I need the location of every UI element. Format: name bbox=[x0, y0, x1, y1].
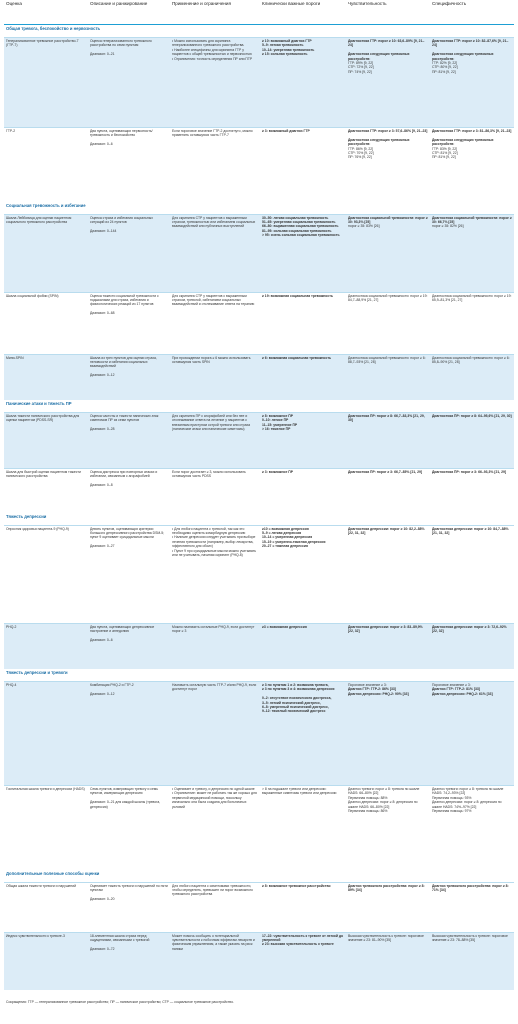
header-cell: Оценка bbox=[4, 0, 88, 25]
table-cell: Диагностика ПР: порог ≥ 3: 66–93,3% [21, 29] bbox=[430, 469, 514, 513]
table-cell: Диагностика ПР: порог ≥ 3: 66,7–85% [21, 29] bbox=[346, 469, 430, 513]
header-cell: Применение и ограничения bbox=[170, 0, 260, 25]
table-cell: Диагностика депрессии: порог ≥ 10: 82,2–88% [22, 31, 32] bbox=[346, 525, 430, 623]
table-cell: • Оценивает и тревогу, и депрессию по одной шкале • Ограничение: может не работать так же хорошо для первичной медицинской помощи, поскольку изначально она была создана для больничных условий bbox=[170, 786, 260, 870]
table-cell: Два пункта, оценивающих депрессивное настроение и ангедонию Диапазон: 0–6 bbox=[88, 623, 170, 669]
table-row bbox=[4, 413, 514, 469]
table-header bbox=[4, 0, 514, 25]
table-cell: Диагностика депрессии: порог ≥ 3: 72,6–92% [22, 32] bbox=[430, 623, 514, 669]
table-cell: ≥ 3: возможный диагноз ГТР bbox=[260, 128, 346, 202]
section-title: Панические атаки и тяжесть ПР bbox=[6, 401, 72, 406]
table-cell: Оценка частоты и тяжести панических атак симптомов ПР из семи пунктов Диапазон: 0–28 bbox=[88, 413, 170, 469]
table-row bbox=[4, 682, 514, 786]
table-cell: Оценка генерализованного тревожного расстройства по семи пунктам Диапазон: 0–21 bbox=[88, 38, 170, 128]
table-cell: Диагностика социальной тревожности: порог ≥ 19: 84,7–88,9% [21, 27] bbox=[346, 292, 430, 354]
section-title: Тяжесть депрессии bbox=[6, 513, 47, 519]
section-header bbox=[4, 870, 514, 883]
abbreviations-note: Сокращения: ГТР — генерализованное тревожное расстройство; ПР — паническое расстройство; СТР — социальное тревожное расстройство. bbox=[6, 1000, 234, 1004]
section-header bbox=[4, 513, 514, 526]
table-cell: Семь пунктов, измеряющих тревогу и семь пунктов, измеряющих депрессию Диапазон: 0–21 для каждой шкалы (тревога, депрессия) bbox=[88, 786, 170, 870]
table-cell: Диагноз тревожного расстройства: порог ≥ 8: 89% [34] bbox=[346, 882, 430, 932]
table-cell: Диагностика социальной тревожности: порог ≥ 30: 66,7% [25] порог ≥ 35: 82% [26] bbox=[430, 214, 514, 292]
table-cell: Диагноз тревожного расстройства: порог ≥ 8: 71% [34] bbox=[430, 882, 514, 932]
section-title: Дополнительные полезные способы оценки bbox=[6, 870, 100, 876]
section-header bbox=[4, 202, 514, 215]
table-cell: Диагностика социальной тревожности: порог ≥ 30: 93,3% [25] порог ≥ 35: 83% [26] bbox=[346, 214, 430, 292]
assessment-table bbox=[4, 0, 514, 990]
table-row bbox=[4, 786, 514, 870]
table-cell: Назначить остальную часть ГТР-7 и/или PHQ-9, если достигнут порог bbox=[170, 682, 260, 786]
section-title: Общая тревога, беспокойство и нервозность bbox=[6, 26, 101, 31]
table-cell: При прохождении порога ≥ 6 можно использовать оставшуюся часть SPIN bbox=[170, 354, 260, 400]
section-title: Социальная тревожность и избегание bbox=[6, 202, 86, 208]
table-cell: Диагноз тревоги: порог ≥ 8: тревога по шкале HADS: 74,2–93% [22] Первичная помощь: 93% Диагноз депрессии: порог ≥ 8: депрессия по шкале HADS: 74%–97% [22] Первичная помощь: 97% bbox=[430, 786, 514, 870]
table-cell: Оценка тяжести социальной тревожности с подшкалами для страха, избегания и физиологических реакций из 17 пунктов Диапазон: 0–68 bbox=[88, 292, 170, 354]
table-cell: > 8 на подшкале тревоги или депрессии: выраженные симптомы тревоги или депрессии bbox=[260, 786, 346, 870]
table-cell: Высокая чувствительность к тревоге: пороговое значение ≥ 23: 81–90% [35] bbox=[346, 932, 430, 990]
table-cell: • Для любого пациента с тревогой, так как это необходимо оценить коморбидную депрессию • Наличие депрессии следует учитывать при выборе лечения тревожности (например, выбор лекарства, эффективного для обоих) • Пункт 9 про суицидальные мысли можно учитывать или не учитывать, начиная скрининг (PHQ-8) bbox=[170, 525, 260, 623]
table-cell: Оценивает тяжесть тревоги и нарушений по пяти пунктам Диапазон: 0–20 bbox=[88, 882, 170, 932]
table-cell: ≥ 3: возможное ПР bbox=[260, 469, 346, 513]
header-cell: Чувствительность bbox=[346, 0, 430, 25]
table-row bbox=[4, 882, 514, 932]
table-row bbox=[4, 128, 514, 202]
table-cell: ≥ 6: возможная социальная тревожность bbox=[260, 354, 346, 400]
table-cell: ≥3 = возможная депрессия bbox=[260, 623, 346, 669]
section-header bbox=[4, 400, 514, 413]
table-row bbox=[4, 38, 514, 128]
table-cell: Если порог достигает ≥ 3, можно использовать оставшуюся часть PDSS bbox=[170, 469, 260, 513]
table-cell: Пороговое значение ≥ 3: Диагноз ГТР: ГТР-2: 86% [33] Диагноз депрессии: PHQ-2: 90% [33] bbox=[346, 682, 430, 786]
table-cell: Шкала тяжести панического расстройства для оценки пациентом (PDSS-SR) bbox=[4, 413, 88, 469]
table-cell: PHQ-2 bbox=[4, 623, 88, 669]
table-row bbox=[4, 932, 514, 990]
table-cell: Индекс чувствительности к тревоге-3 bbox=[4, 932, 88, 990]
table-cell: ≥ 8: возможное ПР 0–10: легкое ПР 11–15: умеренное ПР > 16: тяжелое ПР bbox=[260, 413, 346, 469]
section-title: Тяжесть депрессии и тревоги bbox=[6, 670, 68, 675]
table-cell: PHQ-4 bbox=[4, 682, 88, 786]
header-cell: Клинически важные пороги bbox=[260, 0, 346, 25]
table-cell: Оценка дистресса при повторных атаках и избегании, связанным с агорафобией Диапазон: 0–8 bbox=[88, 469, 170, 513]
table-cell: Опросник здоровья пациента-9 (PHQ-9) bbox=[4, 525, 88, 623]
table-cell: Диагностика социальной тревожности: порог ≥ 6: 88,7–93% [21, 28] bbox=[346, 354, 430, 400]
table-cell: 30–50: легкая социальная тревожность 51–65: умеренная социальная тревожность 66–80: выраженная социальная тревожность 81–95: сильная социальная тревожность > 95: очень сильная социальная тревожность bbox=[260, 214, 346, 292]
table-cell: Шкала из трех пунктов для оценки страха, неловкости и избегания социальных взаимодействий Диапазон: 0–12 bbox=[88, 354, 170, 400]
table-cell: ≥ 3 по пунктам 1 и 2: возможна тревога, ≥ 3 по пунктам 3 и 4: возможная депрессия 0–2: отсутствие психического дистресса, 3–5: легкий психический дистресс, 6–8: умеренный психический дистресс, 9–12: тяжелый психический дистресс bbox=[260, 682, 346, 786]
table-row bbox=[4, 525, 514, 623]
table-row bbox=[4, 623, 514, 669]
table-cell: Для скрининга СТР у пациентов с выраженным страхом, тревожностью или избеганием социальных взаимодействий или публичных выступлений bbox=[170, 214, 260, 292]
table-cell: Диагностика ГТР: порог ≥ 10: 63,6–89% [9, 21–24] Диагностика следующих тревожных расстройств: ГТР: 89% [9, 22] СТР: 72% [9, 22] ПР: 74% [9, 22] bbox=[346, 38, 430, 128]
table-cell: ≥10 = возможная депрессия 5–9 = легкая депрессия 10–14 = умеренная депрессия 15–19 = умеренно-тяжелая депрессия 20–27 = тяжелая депрессия bbox=[260, 525, 346, 623]
table-cell: Диагностика ГТР: порог ≥ 3: 57,6–86% [9, 21–23] Диагностика следующих тревожных расстройств: ГТР: 86% [9, 22] СТР: 70% [9, 22] ПР: 76% [9, 22] bbox=[346, 128, 430, 202]
table-cell: Диагностика ГТР: порог ≥ 3: 81–86,3% [9, 21–23] Диагностика следующих тревожных расстройств: ГТР: 83% [9, 22] СТР: 81% [9, 22] ПР: 81% [9, 22] bbox=[430, 128, 514, 202]
table-cell: ≥ 19: возможная социальная тревожность bbox=[260, 292, 346, 354]
table-cell: 17–22: чувствительность к тревоге от легкой до умеренной ≥ 23: высокая чувствительность к тревоге bbox=[260, 932, 346, 990]
table-cell: Для любого пациента с симптомами тревожности, чтобы определить, превышен ли порог возможного тревожного расстройства bbox=[170, 882, 260, 932]
table-cell: 18-элементная шкала страха перед ощущениями, связанными с тревогой Диапазон: 0–72 bbox=[88, 932, 170, 990]
table-cell: Диагностика депрессии: порог ≥ 3: 83–89,9% [22, 32] bbox=[346, 623, 430, 669]
table-cell: ≥ 10: возможный диагноз ГТР 5–9: легкая тревожность 10–14: умеренная тревожность ≥ 15: сильная тревожность bbox=[260, 38, 346, 128]
header-cell: Описание и ранжирование bbox=[88, 0, 170, 25]
table-cell: Для скрининга СТР у пациентов с выраженным страхом, тревогой, избеганием социальных взаимодействий и отслеживание ответа на терапию bbox=[170, 292, 260, 354]
table-cell: Шкала для быстрой оценки пациентом тяжести панического расстройства bbox=[4, 469, 88, 513]
section-header bbox=[4, 25, 514, 38]
table-cell: Шкала социальной фобии (SPIN) bbox=[4, 292, 88, 354]
table-row bbox=[4, 292, 514, 354]
table-cell: Высокая чувствительность к тревоге: пороговое значение ≥ 23: 78–88% [35] bbox=[430, 932, 514, 990]
table-cell: Диагностика ГТР: порог ≥ 10: 82–87,6% [9, 21–24] Диагностика следующих тревожных расстройств: ГТР: 82% [9, 22] СТР: 80% [9, 22] ПР: 81% [9, 22] bbox=[430, 38, 514, 128]
table-cell: Может помочь сообщить о потенциальной чувствительности к побочным эффектам лекарств и физическим упражнениям, а также указать на риск паники bbox=[170, 932, 260, 990]
table-cell: Общая шкала тяжести тревоги и нарушений bbox=[4, 882, 88, 932]
table-cell: Диагностика социальной тревожности: порог ≥ 19: 65,9–81,3% [21, 27] bbox=[430, 292, 514, 354]
table-cell: Шкала Лейбовица для оценки пациентом социального тревожного расстройства bbox=[4, 214, 88, 292]
table-cell: Можно назначить остальные PHQ-9, если достигнут порог ≥ 3 bbox=[170, 623, 260, 669]
table-body bbox=[4, 25, 514, 991]
table-row bbox=[4, 469, 514, 513]
section-header bbox=[4, 669, 514, 682]
table-cell: ≥ 8: возможное тревожное расстройство bbox=[260, 882, 346, 932]
table-cell: Оценка страха и избегания социальных ситуаций из 24 пунктов Диапазон: 0–144 bbox=[88, 214, 170, 292]
table-cell: Диагностика депрессии: порог ≥ 10: 84,7–88% [21, 31, 32] bbox=[430, 525, 514, 623]
table-cell: Два пункта, оценивающих нервозность/тревожность и беспокойство Диапазон: 0–6 bbox=[88, 128, 170, 202]
table-cell: Диагностика ПР: порог ≥ 8: 66,7–83,3% [21, 29, 30] bbox=[346, 413, 430, 469]
table-cell: • Можно использовать для скрининга генерализованного тревожного расстройства. • Наиболее специфичны для скрининга ГТР у пациентов с общей тревожностью и нервозностью • Ограничения: точность определения ПР или ПТР bbox=[170, 38, 260, 128]
table-cell: Диагноз тревоги: порог ≥ 8: тревога по шкале HADS: 66–80% [22] Первичная помощь: 88% Диагноз депрессии: порог ≥ 8: депрессия по шкале HADS: 66–80% [22] Первичная помощь: 86% bbox=[346, 786, 430, 870]
table-cell: Для скрининга ПР с агорафобией или без нее и отслеживание ответа на лечение у пациентов с внезапным приступом острой тревоги или страха (панические атаки или панические симптомы) bbox=[170, 413, 260, 469]
table-cell: ГТР-2 bbox=[4, 128, 88, 202]
table-row bbox=[4, 354, 514, 400]
table-row bbox=[4, 214, 514, 292]
table-cell: Генерализованное тревожное расстройство-7 (ГТР-7) bbox=[4, 38, 88, 128]
table-cell: Диагностика социальной тревожности: порог ≥ 6: 85,8–90% [21, 28] bbox=[430, 354, 514, 400]
table-cell: Пороговое значение ≥ 3: Диагноз ГТР: ГТР-2: 81% [33] Диагноз депрессии: PHQ-2: 61% [33] bbox=[430, 682, 514, 786]
table-cell: Если пороговое значение ГТР-2 достигнуто, можно применить оставшуюся часть ГТР-7 bbox=[170, 128, 260, 202]
table-cell: Комбинация PHQ-2 и ГТР-2 Диапазон: 0–12 bbox=[88, 682, 170, 786]
table-cell: Диагностика ПР: порог ≥ 8: 64–95,6% [21, 29, 30] bbox=[430, 413, 514, 469]
header-cell: Специфичность bbox=[430, 0, 514, 25]
table-cell: Госпитальная шкала тревоги и депрессии (HADS) bbox=[4, 786, 88, 870]
table-cell: Девять пунктов, оценивающих критерии большого депрессивного расстройства DSM-5; пункт 9 оценивает суицидальные мысли Диапазон: 0–27 bbox=[88, 525, 170, 623]
table-cell: Мини-SPIN bbox=[4, 354, 88, 400]
